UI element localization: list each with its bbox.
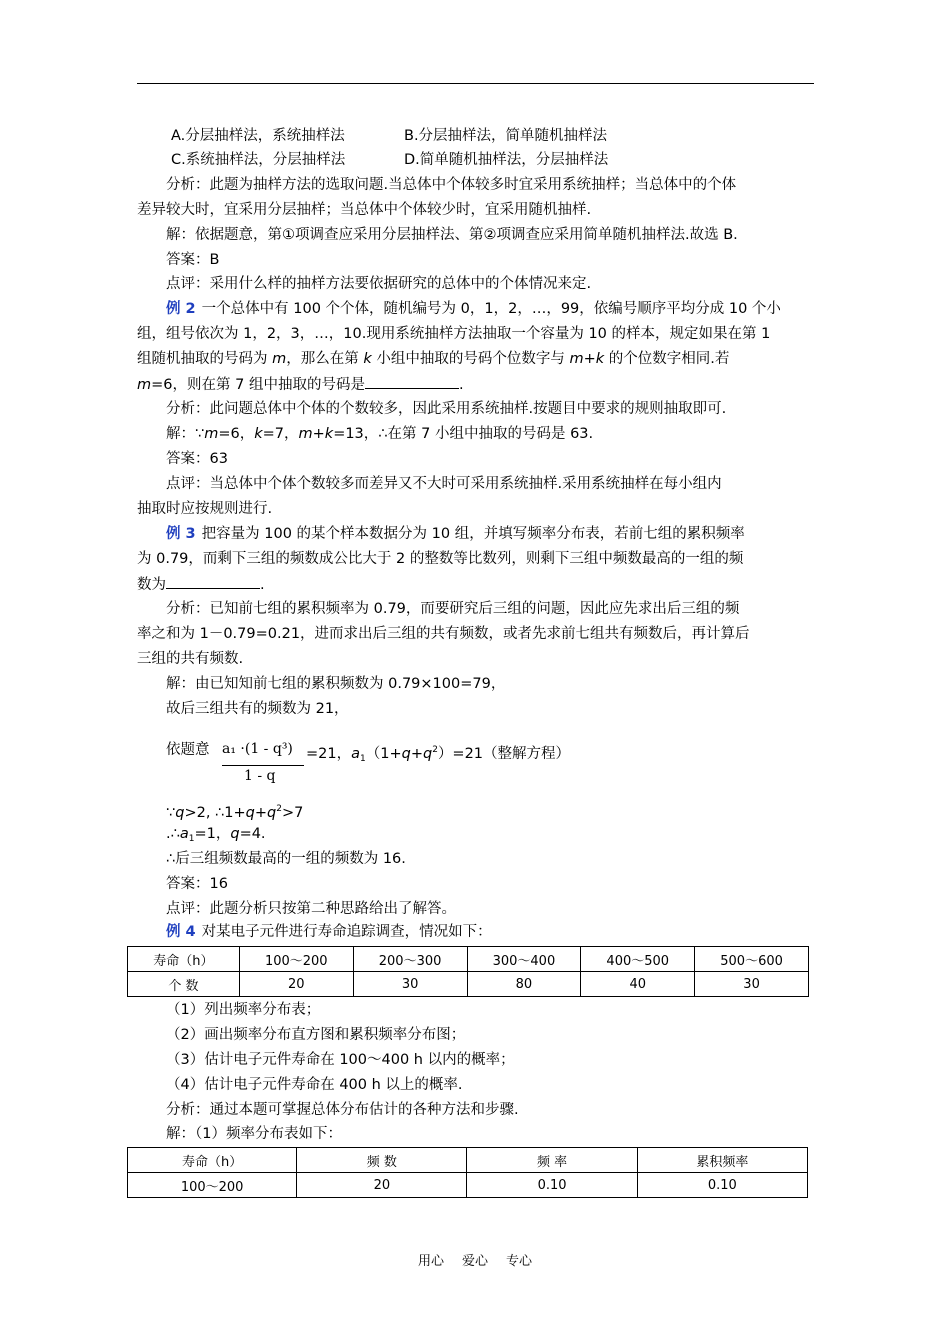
ex4-part-1: （1）列出频率分布表； [166, 1002, 321, 1018]
ex2-solution [166, 424, 593, 444]
table-cell: 80 [467, 972, 581, 997]
eq-var-a: a [351, 746, 360, 762]
table-cell: 500～600 [695, 947, 809, 972]
page-footer [0, 1250, 950, 1269]
ineq-q3: q [267, 805, 277, 821]
var-k: k [363, 351, 372, 367]
ex4-q-text: 对某电子元件进行寿命追踪调查，情况如下： [201, 924, 492, 940]
ex4-part-2: （2）画出频率分布直方图和累积频率分布图； [166, 1027, 466, 1043]
ex2-answer: 答案：63 [166, 451, 228, 467]
ex1-analysis-2: 差异较大时，宜采用分层抽样；当总体中个体较少时，宜采用随机抽样. [137, 202, 592, 218]
ex3-analysis-3: 三组的共有频数. [137, 651, 244, 667]
table-cell: 300～400 [467, 947, 581, 972]
eq-b: （1+ [365, 746, 402, 762]
var-m2: m [137, 377, 152, 393]
ex2-q3b: ，那么在第 [286, 351, 364, 367]
table-cell: 个 数 [128, 972, 240, 997]
table-cell: 100～200 [239, 947, 353, 972]
ex2-q3d: 的个位数字相同.若 [604, 351, 730, 367]
res-var-q: q [230, 826, 240, 842]
option-a: A.分层抽样法，系统抽样法 [171, 128, 345, 144]
option-c: C.系统抽样法，分层抽样法 [171, 152, 346, 168]
ineq-q2: q [245, 805, 255, 821]
ex1-analysis-1: 分析：此题为抽样方法的选取问题.当总体中个体较多时宜采用系统抽样；当总体中的个体 [166, 177, 737, 193]
ex2-question-4 [137, 374, 464, 395]
fraction-denominator: 1 - q [244, 768, 276, 784]
sol-var-mk: m+k [298, 426, 334, 442]
table-cell: 100～200 [128, 1173, 297, 1198]
ex2-analysis: 分析：此问题总体中个体的个数较多，因此采用系统抽样.按题目中要求的规则抽取即可. [166, 401, 727, 417]
table-cell: 20 [297, 1173, 467, 1198]
ex3-question-1 [166, 524, 745, 544]
header-rule [137, 83, 814, 84]
ex2-q3a: 组随机抽取的号码为 [137, 351, 273, 367]
table-row [128, 1173, 808, 1198]
ex2-q3c: 小组中抽取的号码个位数字与 [371, 351, 570, 367]
fraction-formula [222, 741, 306, 789]
footer-item: 用心 [417, 1254, 444, 1269]
var-m: m [272, 351, 287, 367]
res-b: =1， [194, 826, 231, 842]
option-d: D.简单随机抽样法，分层抽样法 [404, 152, 609, 168]
var-mk: m+k [569, 351, 605, 367]
ex2-q4b: =6，则在第 7 组中抽取的号码是 [151, 377, 365, 393]
ex3-q1-text: 把容量为 100 的某个样本数据分为 10 组，并填写频率分布表，若前七组的累积频率 [201, 526, 745, 542]
table-header-cell: 寿命（h） [128, 1148, 297, 1173]
eq-c: + [410, 746, 423, 762]
ex3-result [166, 824, 266, 849]
ex3-analysis-1: 分析：已知前七组的累积频率为 0.79，而要研究后三组的问题，因此应先求出后三组的频 [166, 601, 740, 617]
ex3-equation-tail [306, 740, 570, 769]
ex2-question-2: 组，组号依次为 1，2，3，…，10.现用系统抽样方法抽取一个容量为 10 的样本，规定如果在第 1 [137, 326, 771, 342]
ex3-q3a: 数为 [137, 577, 166, 593]
fraction-bar [222, 765, 304, 766]
ex3-label: 例 3 [166, 526, 196, 542]
ex3-q3b: . [260, 577, 265, 593]
ineq-a: ∵ [166, 805, 176, 821]
table-cell: 40 [581, 972, 695, 997]
ex1-solution: 解：依据题意，第①项调查应采用分层抽样法、第②项调查应采用简单随机抽样法.故选 B. [166, 227, 738, 243]
sol-text-a: 解：∵ [166, 426, 205, 442]
table-cell: 0.10 [637, 1173, 807, 1198]
ex3-comment: 点评：此题分析只按第二种思路给出了解答。 [166, 901, 456, 917]
table-cell: 0.10 [467, 1173, 637, 1198]
ex4-part-3: （3）估计电子元件寿命在 100～400 h 以内的概率； [166, 1052, 515, 1068]
ex4-label: 例 4 [166, 924, 196, 940]
table-header-cell: 频 数 [297, 1148, 467, 1173]
sol-var-k: k [254, 426, 263, 442]
footer-item: 专心 [506, 1254, 533, 1269]
ex1-comment: 点评：采用什么样的抽样方法要依据研究的总体中的个体情况来定. [166, 276, 592, 292]
footer-item: 爱心 [461, 1254, 488, 1269]
ex3-conclusion: ∴后三组频数最高的一组的频数为 16. [166, 851, 406, 867]
ex1-answer: 答案：B [166, 252, 220, 268]
ex3-solution-1: 解：由已知知前七组的累积频数为 0.79×100=79， [166, 676, 506, 692]
frequency-distribution-table [127, 1147, 808, 1198]
eq-a: =21， [306, 746, 352, 762]
ex3-answer: 答案：16 [166, 876, 228, 892]
eq-sup: 2 [432, 745, 438, 755]
table-row [128, 972, 809, 997]
ex2-label: 例 2 [166, 301, 196, 317]
ineq-d: >7 [281, 805, 304, 821]
lifespan-count-table [127, 946, 809, 997]
ex2-comment-1: 点评：当总体中个体个数较多而差异又不大时可采用系统抽样.采用系统抽样在每小组内 [166, 476, 722, 492]
ex4-part-4: （4）估计电子元件寿命在 400 h 以上的概率. [166, 1077, 463, 1093]
ex2-question-1 [166, 299, 781, 319]
ineq-b: >2, ∴1+ [184, 805, 246, 821]
table-cell: 寿命（h） [128, 947, 240, 972]
fraction-numerator: a₁ ·(1 - q³) [222, 741, 293, 757]
ex3-question-3 [137, 574, 265, 595]
ineq-q: q [175, 805, 185, 821]
sol-text-c: =7， [262, 426, 299, 442]
ex4-solution: 解：（1）频率分布表如下： [166, 1126, 342, 1142]
eq-var-q: q [401, 746, 411, 762]
ex2-q4c: . [458, 377, 464, 393]
option-b: B.分层抽样法，简单随机抽样法 [404, 128, 608, 144]
ex4-analysis: 分析：通过本题可掌握总体分布估计的各种方法和步骤. [166, 1102, 519, 1118]
ex3-inequality [166, 799, 303, 823]
sol-text-d: =13，∴在第 7 小组中抽取的号码是 63. [333, 426, 594, 442]
ex3-question-2: 为 0.79，而剩下三组的频数成公比大于 2 的整数等比数列，则剩下三组中频数最高的一组的频 [137, 551, 744, 567]
eq-d: ）=21（整解方程） [437, 746, 571, 762]
table-row [128, 1148, 808, 1173]
answer-blank [365, 374, 459, 389]
res-sub: 1 [188, 834, 195, 844]
table-cell: 20 [239, 972, 353, 997]
table-header-cell: 频 率 [467, 1148, 637, 1173]
answer-blank-2 [166, 574, 260, 589]
ex3-equation-lead: 依题意 [166, 742, 210, 758]
table-header-cell: 累积频率 [637, 1148, 807, 1173]
res-a: .∴ [166, 826, 180, 842]
res-c: =4. [239, 826, 266, 842]
ex2-comment-2: 抽取时应按规则进行. [137, 501, 273, 517]
res-var-a: a [179, 826, 189, 842]
ex2-question-3 [137, 349, 729, 369]
ex3-solution-2: 故后三组共有的频数为 21， [166, 701, 349, 717]
ex2-q1-text: 一个总体中有 100 个个体，随机编号为 0，1，2，…，99，依编号顺序平均分成 10 个小 [201, 301, 781, 317]
table-cell: 200～300 [353, 947, 467, 972]
sol-var-m: m [204, 426, 219, 442]
sol-text-b: =6， [218, 426, 255, 442]
table-cell: 30 [353, 972, 467, 997]
eq-var-q2: q [422, 746, 433, 762]
ex4-question [166, 922, 492, 942]
table-cell: 30 [695, 972, 809, 997]
table-cell: 400～500 [581, 947, 695, 972]
ineq-sup: 2 [276, 804, 282, 814]
ineq-c: + [254, 805, 268, 821]
table-row [128, 947, 809, 972]
eq-sub: 1 [360, 754, 366, 764]
ex3-analysis-2: 率之和为 1－0.79=0.21，进而求出后三组的共有频数，或者先求前七组共有频数后，再计算后 [137, 626, 750, 642]
